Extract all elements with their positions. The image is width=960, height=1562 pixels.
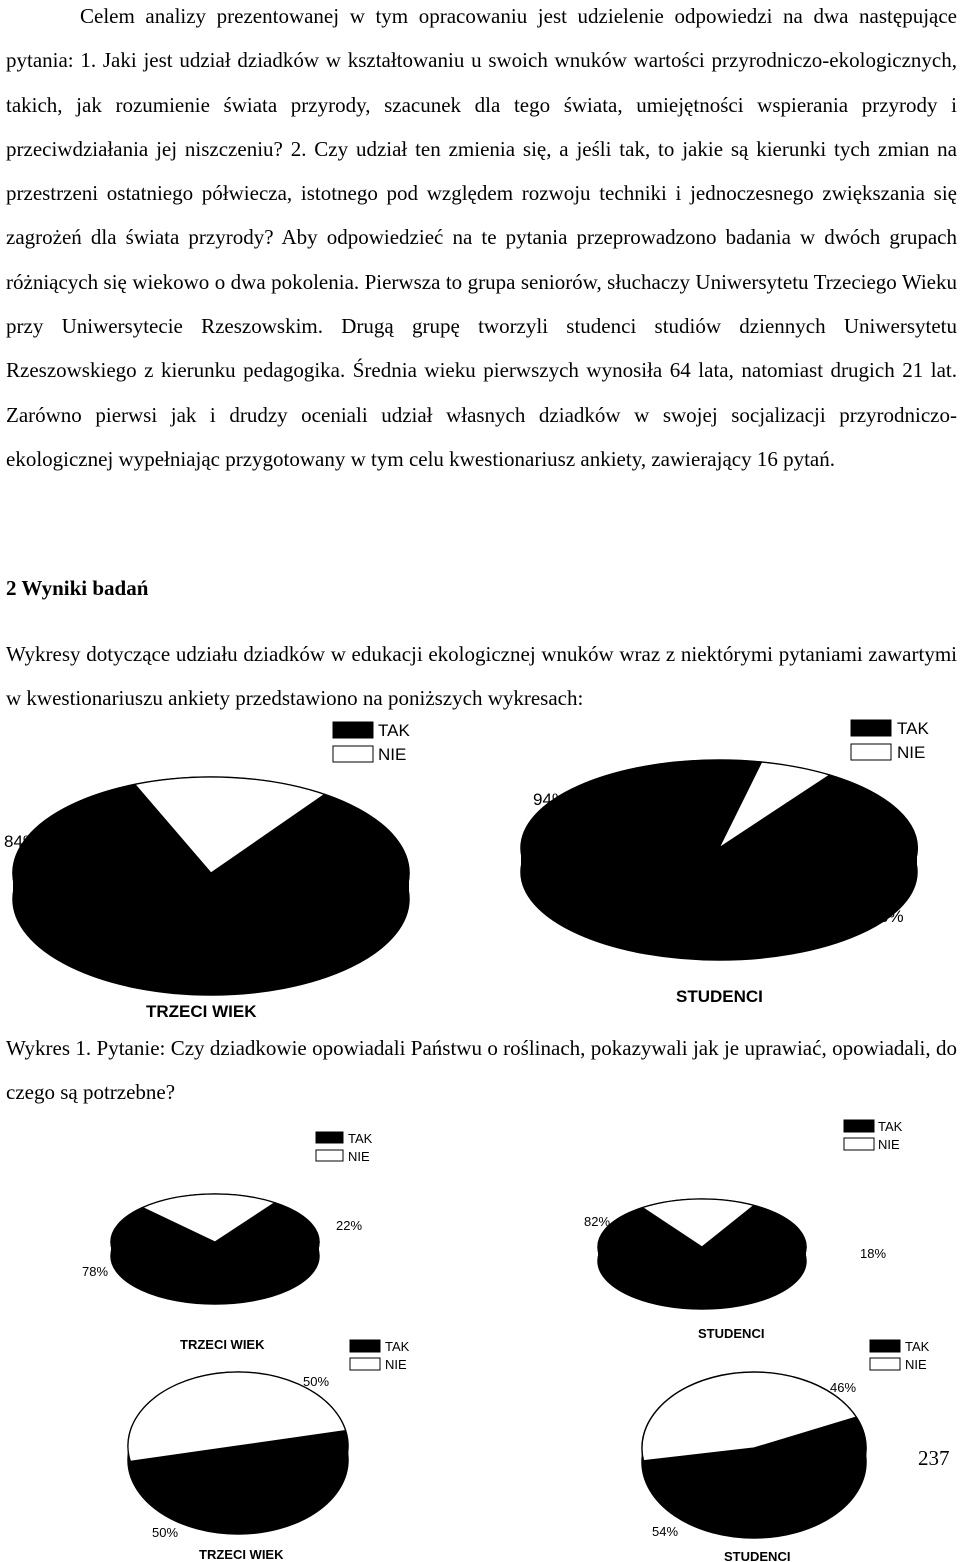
- chart-1-title: TRZECI WIEK: [146, 1002, 257, 1021]
- chart-6-pie: [642, 1372, 866, 1538]
- chart-1-legend-tak: TAK: [378, 721, 410, 740]
- chart-5-legend-tak: TAK: [385, 1339, 410, 1354]
- chart-2-legend-tak-swatch: [851, 720, 891, 736]
- chart-2-label-tak: 94%: [533, 790, 568, 809]
- chart-5-legend-nie: NIE: [385, 1357, 407, 1372]
- chart-6-legend-tak-swatch: [870, 1340, 900, 1352]
- chart-5: [128, 1337, 410, 1562]
- chart-1-legend-tak-swatch: [333, 722, 373, 738]
- section-heading: 2 Wyniki badań: [6, 576, 149, 600]
- chart-2-legend-tak: TAK: [897, 719, 929, 738]
- chart-4-legend-nie-swatch: [844, 1138, 874, 1150]
- chart-1: [4, 721, 410, 1021]
- chart-2-pie: [521, 760, 917, 960]
- chart-2-title: STUDENCI: [676, 987, 763, 1006]
- chart-1-legend-nie-swatch: [333, 746, 373, 762]
- chart-5-title: TRZECI WIEK: [180, 1337, 265, 1352]
- chart-5-pie: [128, 1372, 348, 1534]
- chart-3-legend-nie-swatch: [316, 1150, 343, 1161]
- chart-5-title-bottom: TRZECI WIEK: [199, 1547, 284, 1562]
- intro-paragraph: Celem analizy prezentowanej w tym opracowaniu jest udzielenie odpowiedzi na dwa następujące pytania: 1. Jaki jest udział dziadków w kształtowaniu u swoich wnuków wartości przyrodniczo-ekologicznych, takich, jak rozumienie świata przyrody, szacunek dla tego świata, umiejętności wspierania przyrody i przeciwdziałania jej niszczeniu? 2. Czy udział ten zmienia się, a jeśli tak, to jakie są kierunki tych zmian na przestrzeni ostatniego półwiecza, istotnego pod względem rozwoju techniki i jednoczesnego zwiększania się zagrożeń dla świata przyrody? Aby odpowiedzieć na te pytania przeprowadzono badania w dwóch grupach różniących się wiekowo o dwa pokolenia. Pierwsza to grupa seniorów, słuchaczy Uniwersytetu Trzeciego Wieku przy Uniwersytecie Rzeszowskim. Drugą grupę tworzyli studenci studiów dziennych Uniwersytetu Rzeszowskiego z kierunku pedagogika. Średnia wieku pierwszych wynosiła 64 lata, natomiast drugich 21 lat. Zarówno pierwsi jak i drudzy oceniali udział własnych dziadków w swojej socjalizacji przyrodniczo-ekologicznej wypełniając przygotowany w tym celu kwestionariusz ankiety, zawierający 16 pytań.: [6, 4, 957, 471]
- chart-3-legend-tak-swatch: [316, 1132, 343, 1143]
- chart-4-label-tak: 82%: [584, 1214, 611, 1229]
- chart-4: [584, 1119, 903, 1309]
- chart-6-label-tak: 54%: [652, 1524, 679, 1539]
- chart-3: [82, 1131, 373, 1304]
- page-number: 237: [918, 1446, 950, 1470]
- chart-2: [521, 719, 929, 1006]
- chart-3-legend-nie: NIE: [348, 1149, 370, 1164]
- chart-4-label-nie: 18%: [860, 1246, 887, 1261]
- chart-5-legend-nie-swatch: [350, 1358, 380, 1370]
- chart-2-label-nie: 6%: [879, 907, 904, 926]
- chart-6-legend-nie-swatch: [870, 1358, 900, 1370]
- chart-6-legend-tak: TAK: [905, 1339, 930, 1354]
- chart-6: [642, 1326, 930, 1562]
- chart-4-legend-tak-swatch: [844, 1120, 874, 1132]
- chart-5-label-nie: 50%: [303, 1374, 330, 1389]
- section-paragraph: Wykresy dotyczące udziału dziadków w edukacji ekologicznej wnuków wraz z niektórymi pytaniami zawartymi w kwestionariuszu ankiety przedstawiono na poniższych wykresach:: [6, 642, 957, 711]
- chart-1-label-nie: 16%: [374, 888, 409, 907]
- chart-6-label-nie: 46%: [830, 1380, 857, 1395]
- figure-caption: Wykres 1. Pytanie: Czy dziadkowie opowiadali Państwu o roślinach, pokazywali jak je uprawiać, opowiadali, do czego są potrzebne?: [6, 1036, 957, 1105]
- chart-1-pie: [13, 777, 409, 995]
- chart-5-label-tak: 50%: [152, 1525, 179, 1540]
- chart-4-legend-nie: NIE: [878, 1137, 900, 1152]
- chart-2-legend-nie-swatch: [851, 744, 891, 760]
- chart-3-legend-tak: TAK: [348, 1131, 373, 1146]
- chart-4-pie: [598, 1199, 806, 1309]
- chart-6-title-bottom: STUDENCI: [724, 1549, 791, 1562]
- chart-4-legend-tak: TAK: [878, 1119, 903, 1134]
- chart-2-legend-nie: NIE: [897, 743, 926, 762]
- chart-3-pie: [111, 1194, 319, 1304]
- chart-5-legend-tak-swatch: [350, 1340, 380, 1352]
- chart-6-title: STUDENCI: [698, 1326, 765, 1341]
- chart-3-label-nie: 22%: [336, 1218, 363, 1233]
- chart-3-label-tak: 78%: [82, 1264, 109, 1279]
- chart-6-legend-nie: NIE: [905, 1357, 927, 1372]
- chart-1-legend-nie: NIE: [378, 745, 407, 764]
- chart-1-label-tak: 84%: [4, 832, 39, 851]
